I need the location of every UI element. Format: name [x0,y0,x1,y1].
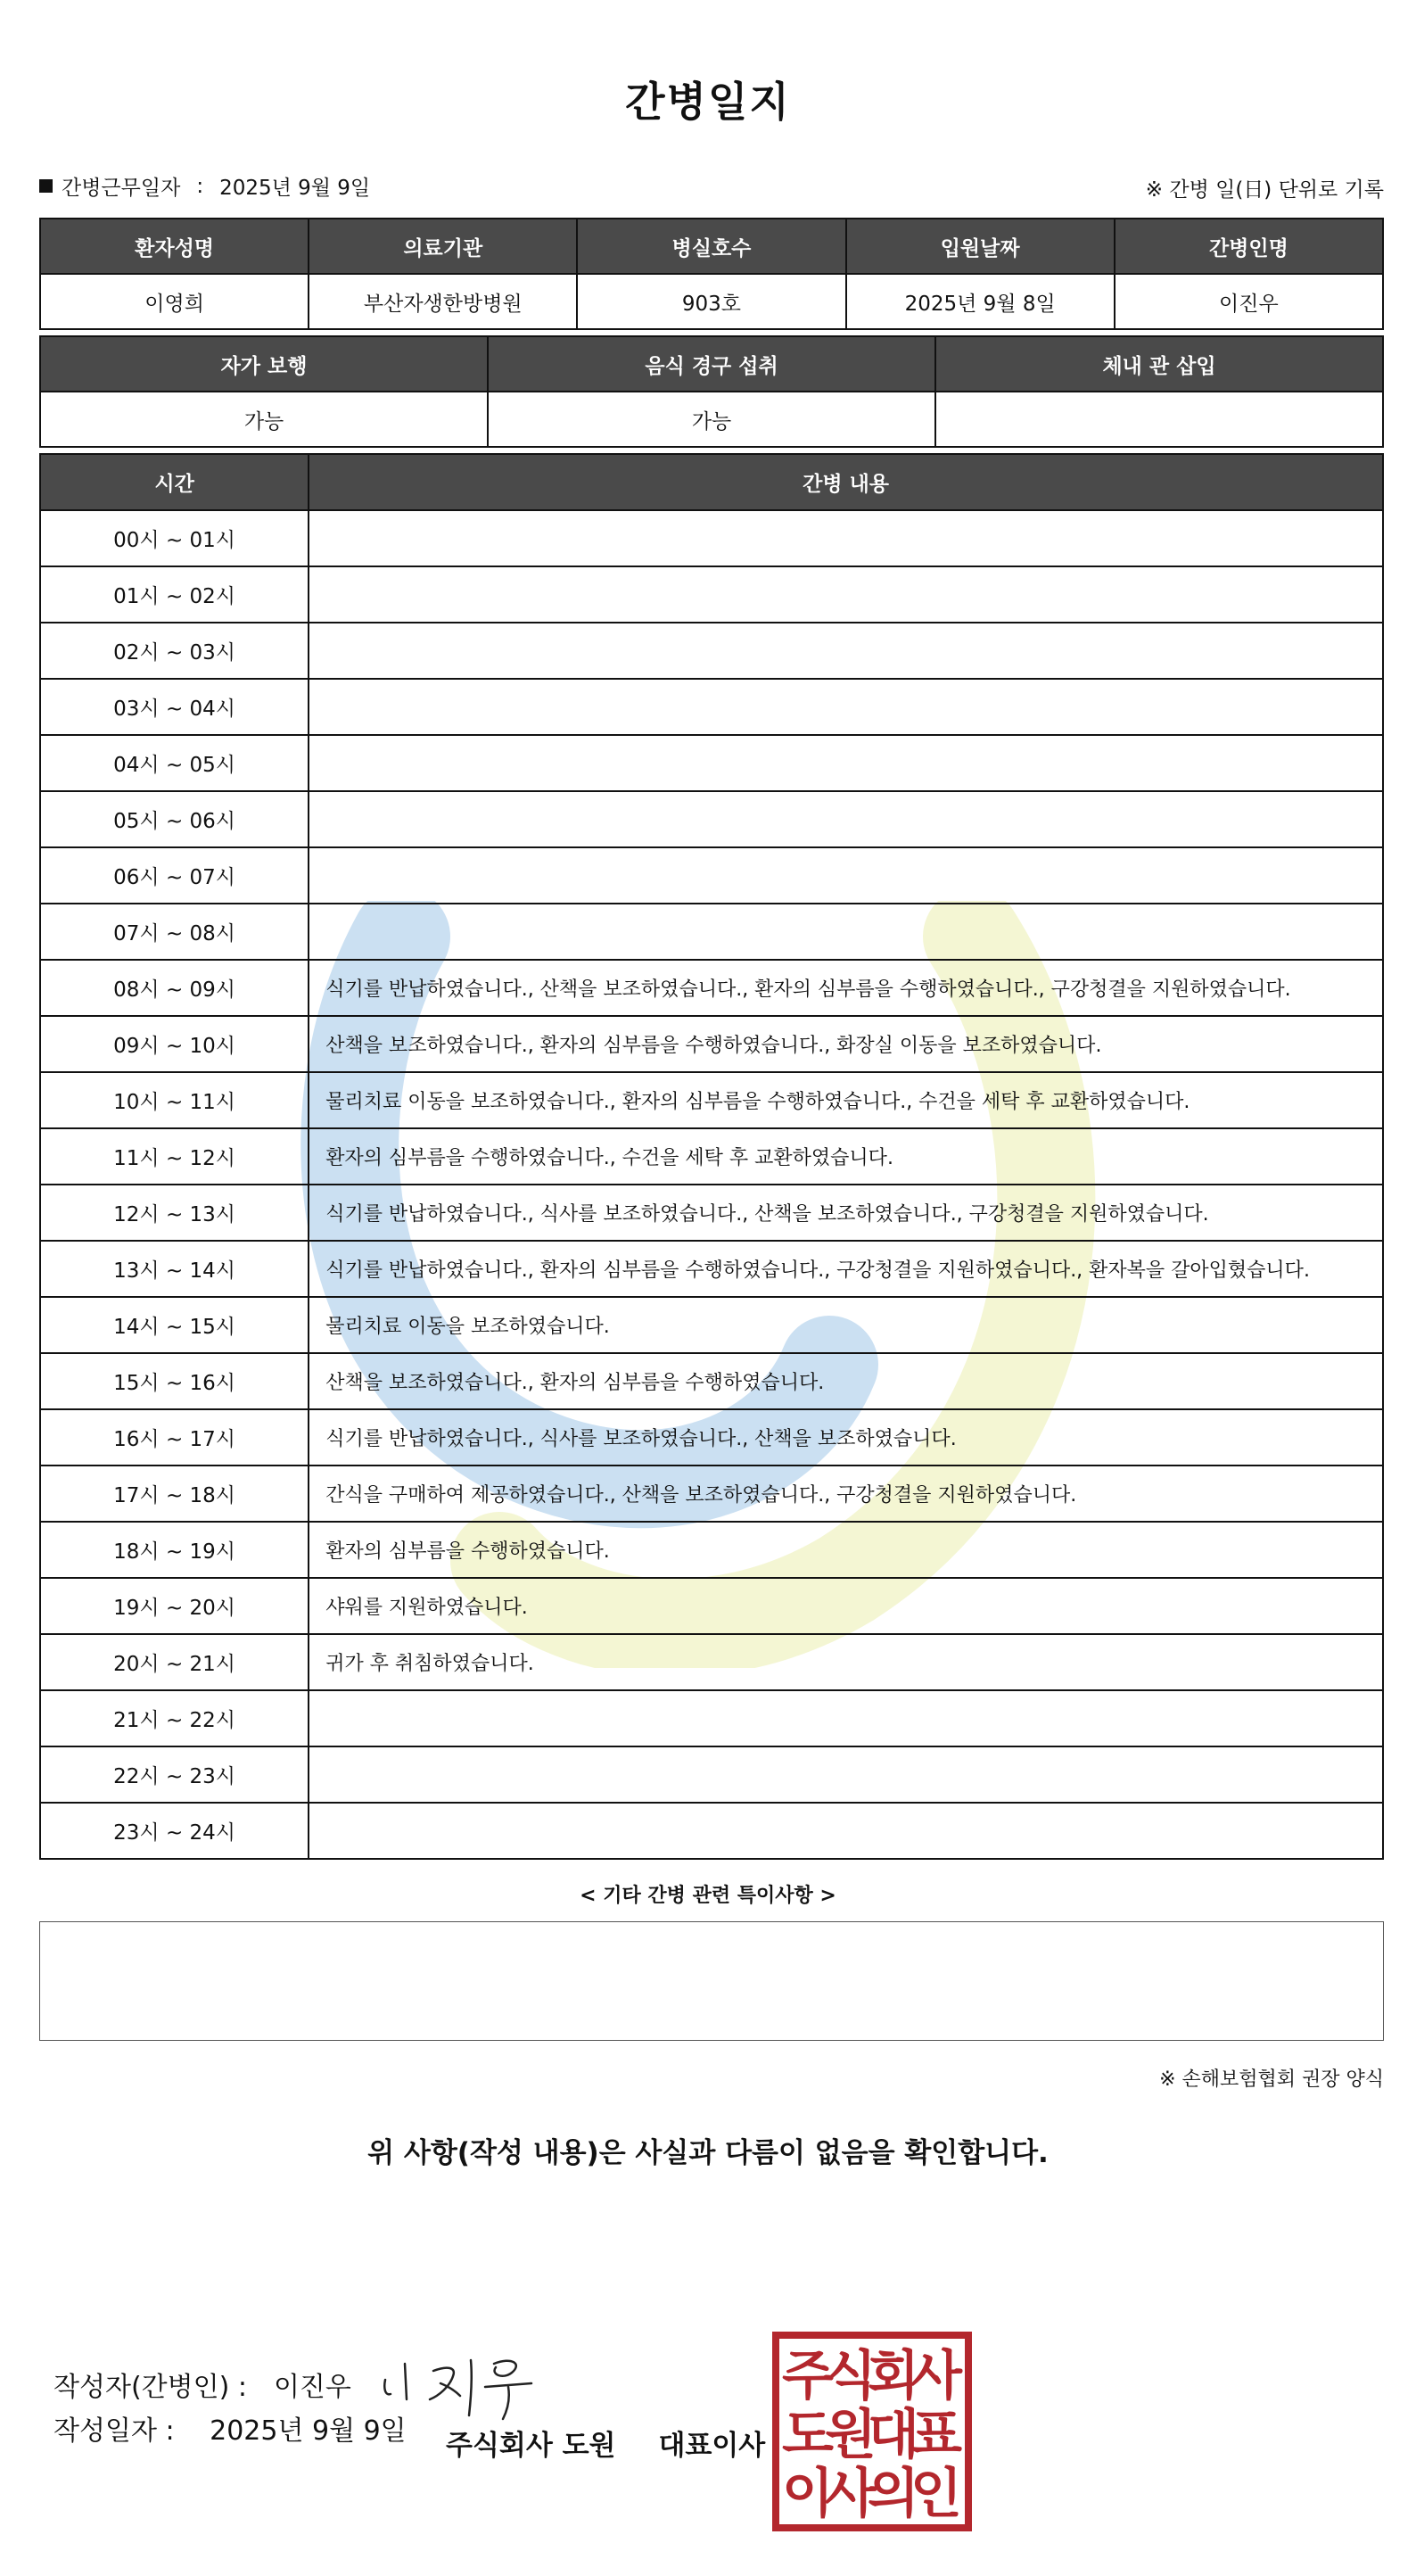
table-row [40,1297,1383,1353]
oral-intake-value: 가능 [488,392,935,447]
table-row [40,1466,1383,1522]
table-row [40,1578,1383,1634]
time-slot: 23시 ~ 24시 [40,1803,309,1859]
care-content: 간식을 구매하여 제공하였습니다., 산책을 보조하였습니다., 구강청결을 지원하였습니다. [309,1466,1383,1522]
time-slot: 04시 ~ 05시 [40,735,309,791]
care-content: 환자의 심부름을 수행하였습니다. [309,1522,1383,1578]
self-walking-value: 가능 [40,392,488,447]
care-content [309,1746,1383,1803]
work-date-value: 2025년 9월 9일 [219,177,371,200]
svg-text:대: 대 [868,2404,919,2466]
care-content: 산책을 보조하였습니다., 환자의 심부름을 수행하였습니다., 화장실 이동을 보조하였습니다. [309,1016,1383,1072]
time-slot: 11시 ~ 12시 [40,1128,309,1185]
care-content [309,904,1383,960]
time-slot: 06시 ~ 07시 [40,847,309,904]
work-date-separator: : [196,174,204,198]
time-slot: 15시 ~ 16시 [40,1353,309,1409]
patient-status-table [39,335,1384,448]
hospital-name: 부산자생한방병원 [309,274,577,329]
time-slot: 12시 ~ 13시 [40,1185,309,1241]
header-care-content: 간병 내용 [309,454,1383,510]
company-name: 주식회사 도원 [446,2430,616,2462]
work-date-label: 간병근무일자 [62,177,181,200]
table-row [40,1409,1383,1466]
table-row [40,1690,1383,1746]
care-content: 물리치료 이동을 보조하였습니다., 환자의 심부름을 수행하였습니다., 수건을 세탁 후 교환하였습니다. [309,1072,1383,1128]
table-row [40,904,1383,960]
svg-text:인: 인 [910,2463,962,2525]
square-bullet-icon [39,179,53,193]
time-slot: 19시 ~ 20시 [40,1578,309,1634]
time-slot: 02시 ~ 03시 [40,623,309,679]
work-date-line [39,171,370,201]
daily-record-note: ※ 간병 일(日) 단위로 기록 [1145,178,1384,202]
care-content [309,566,1383,623]
room-number: 903호 [577,274,845,329]
company-seal [772,2332,972,2531]
notes-box [39,1921,1384,2041]
svg-text:원: 원 [825,2404,877,2466]
svg-text:표: 표 [910,2404,962,2466]
page-title: 간병일지 [625,78,791,126]
svg-text:사: 사 [910,2345,962,2407]
svg-text:도: 도 [782,2404,834,2466]
time-slot: 17시 ~ 18시 [40,1466,309,1522]
table-row [40,1128,1383,1185]
table-row [40,1241,1383,1297]
author-label: 작성자(간병인) : [54,2372,247,2403]
table-row [40,1072,1383,1128]
time-slot: 21시 ~ 22시 [40,1690,309,1746]
time-slot: 01시 ~ 02시 [40,566,309,623]
time-slot: 14시 ~ 15시 [40,1297,309,1353]
header-tube-insertion: 체내 관 삽입 [935,336,1383,392]
care-content: 식기를 반납하였습니다., 식사를 보조하였습니다., 산책을 보조하였습니다., 구강청결을 지원하였습니다. [309,1185,1383,1241]
table-row [40,1185,1383,1241]
written-date-label: 작성일자 : [54,2415,175,2447]
care-content [309,510,1383,566]
table-row [40,1803,1383,1859]
written-date-value: 2025년 9월 9일 [210,2415,407,2447]
table-row [40,566,1383,623]
time-slot: 20시 ~ 21시 [40,1634,309,1690]
care-content: 식기를 반납하였습니다., 산책을 보조하였습니다., 환자의 심부름을 수행하였습니다., 구강청결을 지원하였습니다. [309,960,1383,1016]
header-patient-name: 환자성명 [40,219,309,274]
care-content [309,847,1383,904]
svg-text:주: 주 [782,2345,834,2407]
time-slot: 13시 ~ 14시 [40,1241,309,1297]
table-row [40,1746,1383,1803]
time-slot: 10시 ~ 11시 [40,1072,309,1128]
svg-text:사: 사 [825,2463,877,2525]
care-content: 샤워를 지원하였습니다. [309,1578,1383,1634]
time-slot: 16시 ~ 17시 [40,1409,309,1466]
author-name: 이진우 [273,2372,351,2403]
admission-date: 2025년 9월 8일 [846,274,1115,329]
confirmation-statement: 위 사항(작성 내용)은 사실과 다름이 없음을 확인합니다. [367,2137,1049,2169]
care-content [309,791,1383,847]
patient-info-table [39,218,1384,330]
table-row [40,510,1383,566]
care-content: 물리치료 이동을 보조하였습니다. [309,1297,1383,1353]
table-row [40,623,1383,679]
time-slot: 18시 ~ 19시 [40,1522,309,1578]
patient-name: 이영희 [40,274,309,329]
care-content [309,735,1383,791]
header-oral-intake: 음식 경구 섭취 [488,336,935,392]
time-slot: 22시 ~ 23시 [40,1746,309,1803]
header-caregiver-name: 간병인명 [1115,219,1383,274]
table-row [40,1353,1383,1409]
care-log-table [39,453,1384,1860]
svg-text:의: 의 [868,2463,919,2525]
svg-text:식: 식 [825,2345,877,2407]
time-slot: 07시 ~ 08시 [40,904,309,960]
header-hospital: 의료기관 [309,219,577,274]
table-row [40,847,1383,904]
company-role: 대표이사 [658,2430,766,2462]
care-content: 산책을 보조하였습니다., 환자의 심부름을 수행하였습니다. [309,1353,1383,1409]
care-content: 식기를 반납하였습니다., 환자의 심부름을 수행하였습니다., 구강청결을 지원하였습니다., 환자복을 갈아입혔습니다. [309,1241,1383,1297]
form-source-note: ※ 손해보험협회 권장 양식 [1159,2068,1384,2091]
care-content [309,1690,1383,1746]
tube-insertion-value [935,392,1383,447]
care-content [309,1803,1383,1859]
care-content [309,679,1383,735]
svg-text:이: 이 [782,2463,834,2525]
time-slot: 05시 ~ 06시 [40,791,309,847]
time-slot: 09시 ~ 10시 [40,1016,309,1072]
time-slot: 03시 ~ 04시 [40,679,309,735]
header-room-number: 병실호수 [577,219,845,274]
care-content [309,623,1383,679]
table-row [40,960,1383,1016]
svg-text:회: 회 [868,2345,919,2407]
company-line [446,2423,765,2463]
care-content: 식기를 반납하였습니다., 식사를 보조하였습니다., 산책을 보조하였습니다. [309,1409,1383,1466]
table-row [40,679,1383,735]
table-row [40,1634,1383,1690]
header-time: 시간 [40,454,309,510]
notes-title: < 기타 간병 관련 특이사항 > [580,1885,836,1907]
time-slot: 00시 ~ 01시 [40,510,309,566]
table-row [40,1522,1383,1578]
written-date-line [54,2408,407,2448]
header-self-walking: 자가 보행 [40,336,488,392]
table-row [40,1016,1383,1072]
header-admission-date: 입원날짜 [846,219,1115,274]
care-content: 환자의 심부름을 수행하였습니다., 수건을 세탁 후 교환하였습니다. [309,1128,1383,1185]
table-row [40,735,1383,791]
table-row [40,791,1383,847]
care-content: 귀가 후 취침하였습니다. [309,1634,1383,1690]
caregiver-name: 이진우 [1115,274,1383,329]
time-slot: 08시 ~ 09시 [40,960,309,1016]
